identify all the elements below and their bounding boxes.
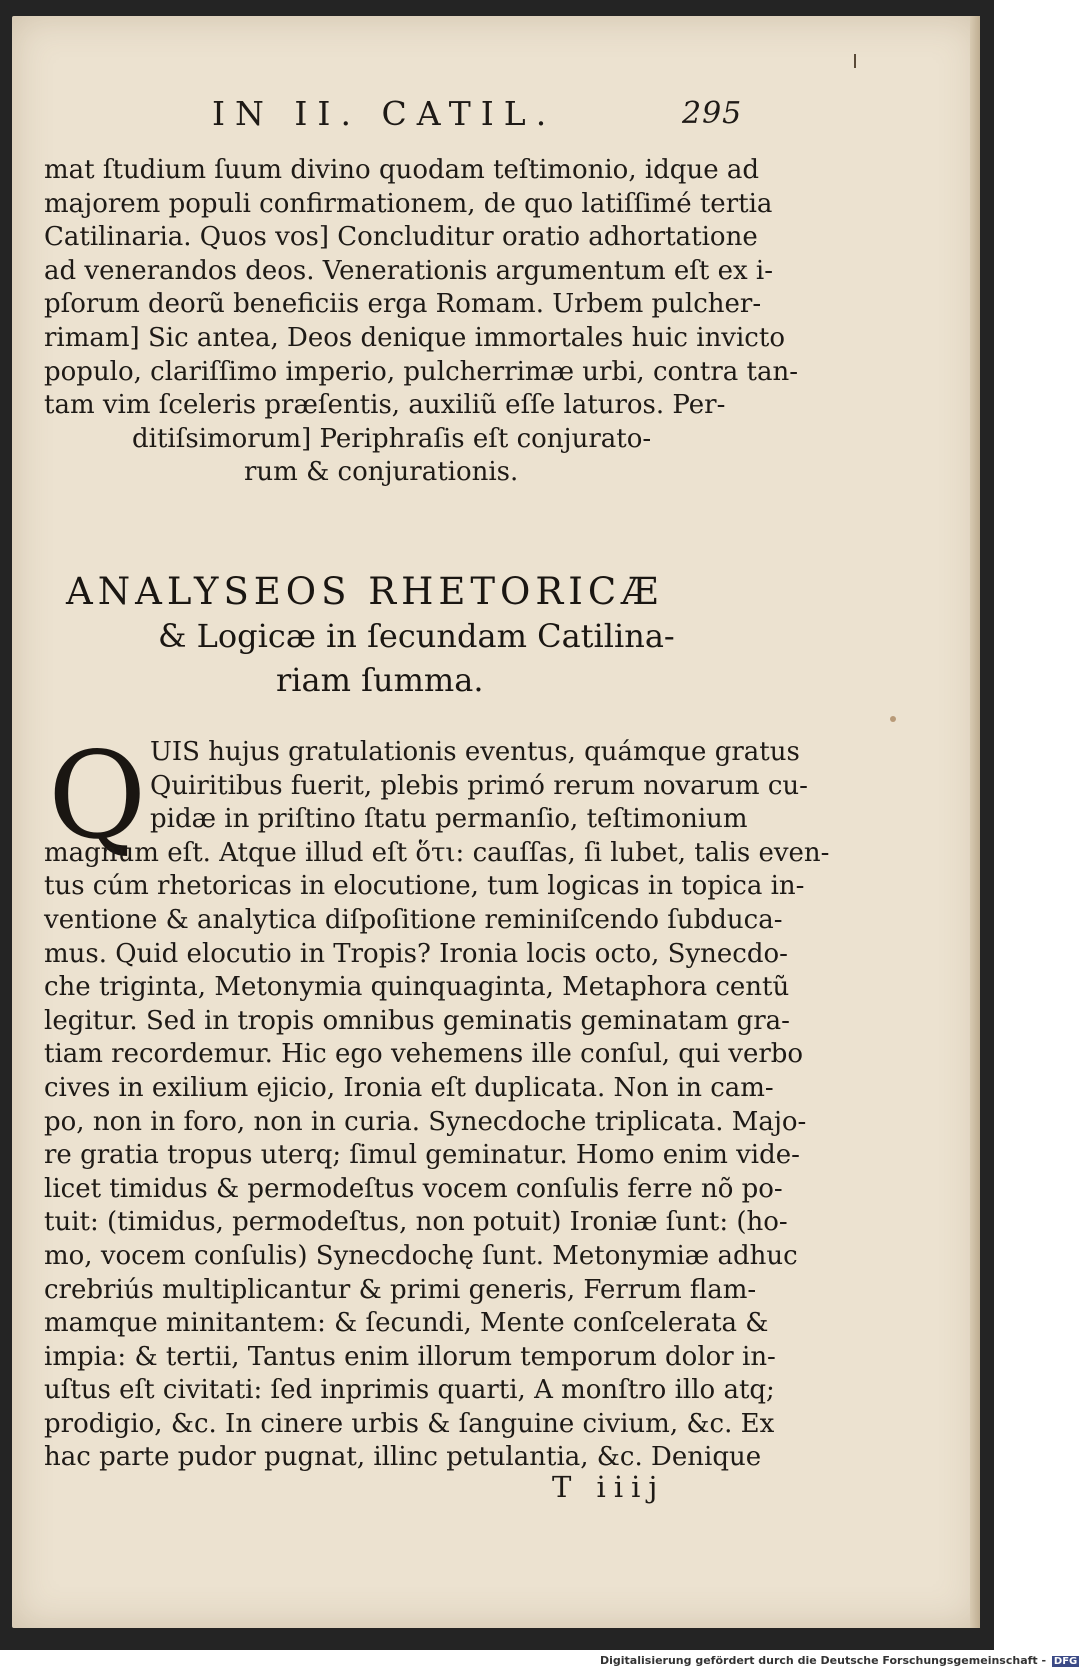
text-line: tus cúm rhetoricas in elocutione, tum logicas in topica in- — [44, 871, 805, 902]
text-line: majorem populi confirmationem, de quo latiſſimé tertia — [44, 188, 773, 219]
text-line: ventione & analytica diſpoſitione reminiſcendo ſubduca- — [44, 904, 783, 935]
text-line: pidæ in priſtino ſtatu permanſio, teſtimonium — [150, 804, 748, 835]
text-line: hac parte pudor pugnat, illinc petulantia, &c. Denique — [44, 1442, 762, 1473]
text-line: licet timidus & permodeſtus vocem conſulis ferre nõ po- — [44, 1173, 783, 1204]
credit-text: Digitalisierung gefördert durch die Deutsche Forschungsgemeinschaft - — [600, 1654, 1047, 1667]
heading-line-2: & Logicæ in ſecundam Catilina- — [158, 617, 675, 655]
text-line: mus. Quid elocutio in Tropis? Ironia locis octo, Synecdo- — [44, 938, 788, 969]
text-line: uſtus eſt civitati: ſed inprimis quarti, A monſtro illo atq; — [44, 1375, 775, 1406]
text-line: ditiſsimorum] Periphraſis eſt conjurato- — [132, 423, 652, 454]
heading-line-1: ANALYSEOS RHETORICÆ — [66, 570, 664, 613]
text-line: rum & conjurationis. — [244, 457, 519, 488]
text-line: Quiritibus fuerit, plebis primó rerum novarum cu- — [150, 770, 808, 801]
commentary-text — [44, 154, 799, 490]
text-line: cives in exilium ejicio, Ironia eſt duplicata. Non in cam- — [44, 1072, 774, 1103]
text-line: impia: & tertii, Tantus enim illorum temporum dolor in- — [44, 1341, 776, 1372]
text-line: UIS hujus gratulationis eventus, quámque gratus — [150, 737, 800, 767]
text-line: ad venerandos deos. Venerationis argumentum eſt ex i- — [44, 255, 774, 286]
dfg-logo: DFG — [1053, 1656, 1078, 1667]
analysis-text — [44, 727, 830, 1475]
text-line: crebriús multiplicantur & primi generis, Ferrum flam- — [44, 1274, 757, 1305]
text-line: po, non in foro, non in curia. Synecdoche triplicata. Majo- — [44, 1106, 807, 1137]
text-line: prodigio, &c. In cinere urbis & ſanguine civium, &c. Ex — [44, 1408, 775, 1439]
text-line: legitur. Sed in tropis omnibus geminatis geminatam gra- — [44, 1005, 790, 1036]
text-line: magnum eſt. Atque illud eſt ὅτι: cauſſas, ſi lubet, talis even- — [44, 837, 830, 868]
digitization-credit — [600, 1654, 1078, 1672]
page-edge — [970, 16, 980, 1628]
ink-mark — [854, 54, 856, 68]
text-line: mat ſtudium ſuum divino quodam teſtimonio, idque ad — [44, 155, 759, 185]
text-line: mamque minitantem: & ſecundi, Mente conſcelerata & — [44, 1308, 769, 1339]
book-page — [12, 16, 980, 1628]
text-line: tiam recordemur. Hic ego vehemens ille conſul, qui verbo — [44, 1039, 804, 1070]
paper-stain — [890, 716, 896, 722]
text-line: tuit: (timidus, permodeſtus, non potuit) Ironiæ ſunt: (ho- — [44, 1207, 788, 1238]
text-line: che triginta, Metonymia quinquaginta, Metaphora centũ — [44, 972, 790, 1003]
text-line: mo, vocem conſulis) Synecdochę ſunt. Metonymiæ adhuc — [44, 1240, 798, 1271]
text-line: tam vim ſceleris præſentis, auxiliũ eſſe laturos. Per- — [44, 390, 726, 421]
heading-line-3: riam ſumma. — [276, 661, 484, 699]
text-line: pſorum deorũ beneficiis erga Romam. Urbem pulcher- — [44, 289, 762, 320]
text-line: rimam] Sic antea, Deos denique immortales huic invicto — [44, 322, 785, 353]
text-line: populo, clariſſimo imperio, pulcherrimæ urbi, contra tan- — [44, 356, 799, 387]
signature-mark: T iiij — [552, 1470, 666, 1504]
text-line: Catilinaria. Quos vos] Concluditur oratio adhortatione — [44, 222, 758, 253]
page-number: 295 — [682, 96, 743, 131]
text-line: re gratia tropus uterq; ſimul geminatur. Homo enim vide- — [44, 1140, 800, 1171]
running-head: IN II. CATIL. — [212, 94, 557, 133]
drop-cap-initial: Q — [48, 727, 147, 866]
section-heading — [66, 570, 756, 702]
